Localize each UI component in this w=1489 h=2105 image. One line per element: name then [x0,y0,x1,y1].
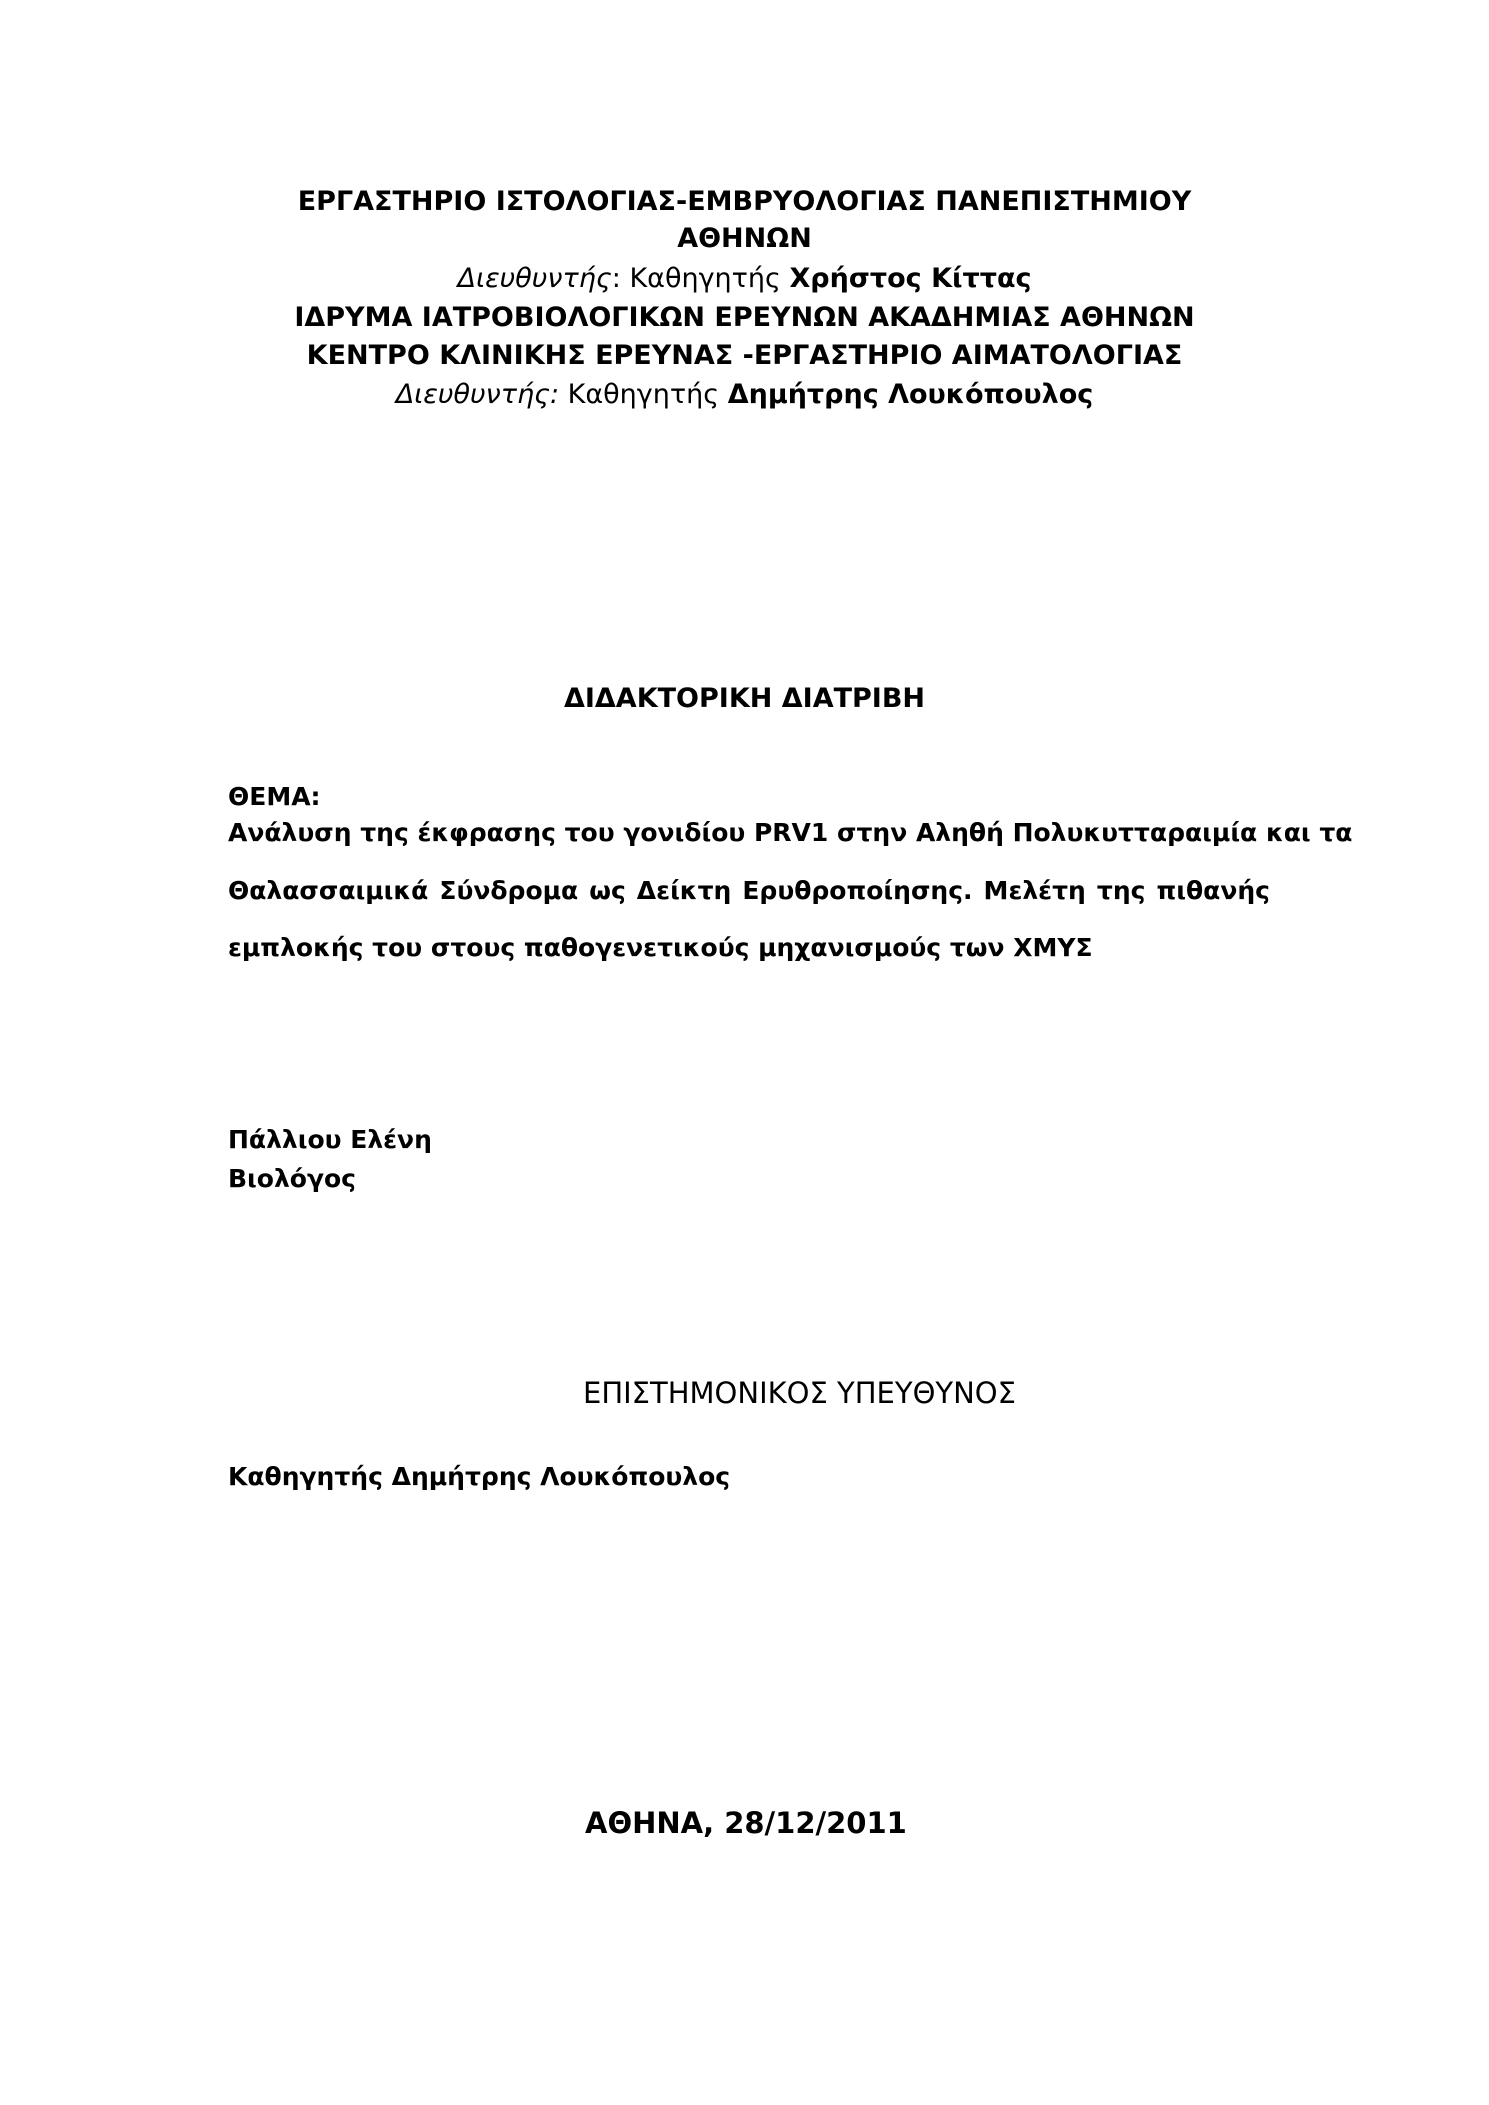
director-1-name: Χρήστος Κίττας [789,263,1032,294]
place-and-date: ΑΘΗΝΑ, 28/12/2011 [585,1806,907,1840]
author-name: Πάλλιου Ελένη [228,1125,432,1154]
director-1-label: Διευθυντής [457,263,612,294]
director-2-title: Καθηγητής [567,379,720,410]
director-2-name: Δημήτρης Λουκόπουλος [727,379,1094,410]
topic-label: ΘΕΜΑ: [228,782,321,811]
header-director-2 [0,377,1489,413]
header-director-1 [0,261,1489,297]
topic-line-1: Ανάλυση της έκφρασης του γονιδίου PRV1 στην Αληθή Πολυκυτταραιμία και τα [228,818,1353,847]
document-type-title: ΔΙΔΑΚΤΟΡΙΚΗ ΔΙΑΤΡΙΒΗ [563,683,926,714]
supervisor-heading: ΕΠΙΣΤΗΜΟΝΙΚΟΣ ΥΠΕΥΘΥΝΟΣ [583,1376,1016,1410]
header-foundation-line: ΙΔΡΥΜΑ ΙΑΤΡΟΒΙΟΛΟΓΙΚΩΝ ΕΡΕΥΝΩΝ ΑΚΑΔΗΜΙΑΣ ΑΘΗΝΩΝ [294,302,1195,333]
director-1-title: Καθηγητής [629,263,781,294]
header-institution-line-1: ΕΡΓΑΣΤΗΡΙΟ ΙΣΤΟΛΟΓΙΑΣ-ΕΜΒΡΥΟΛΟΓΙΑΣ ΠΑΝΕΠΙΣΤΗΜΙΟΥ [297,186,1192,217]
supervisor-name: Καθηγητής Δημήτρης Λουκόπουλος [228,1462,731,1491]
header-institution-line-2: ΑΘΗΝΩΝ [677,223,812,254]
header-center-line: ΚΕΝΤΡΟ ΚΛΙΝΙΚΗΣ ΕΡΕΥΝΑΣ -ΕΡΓΑΣΤΗΡΙΟ ΑΙΜΑΤΟΛΟΓΙΑΣ [306,340,1183,371]
director-2-label: Διευθυντής: [395,379,560,410]
author-profession: Βιολόγος [228,1164,356,1193]
topic-line-2: Θαλασσαιμικά Σύνδρομα ως Δείκτη Ερυθροποίησης. Μελέτη της πιθανής [228,876,1270,905]
director-1-separator: : [611,263,621,294]
topic-line-3: εμπλοκής του στους παθογενετικούς μηχανισμούς των ΧΜΥΣ [228,933,1093,962]
